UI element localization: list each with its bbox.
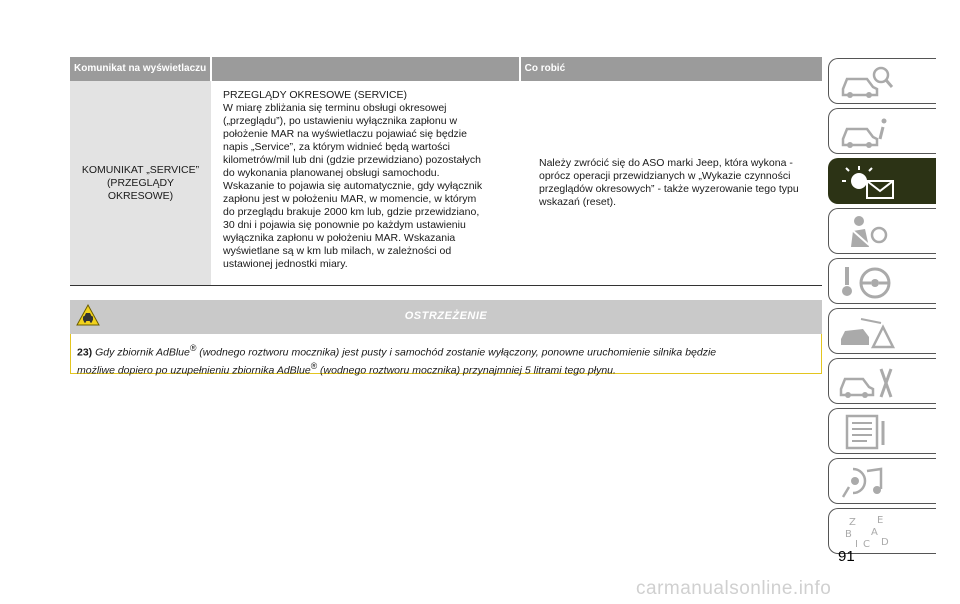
warning-title: OSTRZEŻENIE [404, 310, 488, 322]
svg-text:C: C [863, 539, 870, 550]
key-steering-wheel-icon [837, 263, 897, 301]
action-text: Należy zwrócić się do ASO marki Jeep, która wykona - oprócz operacji przewidzianych w „Wykazie czynności przeglądów okresowych” - także wyzerowanie tego typu wskazań (reset). [539, 157, 799, 208]
multimedia-icon [837, 463, 897, 501]
svg-text:I: I [855, 539, 858, 550]
svg-text:B: B [845, 529, 852, 540]
car-info-icon [837, 113, 897, 151]
tab-emergency[interactable] [828, 308, 936, 354]
warning-text-a: Gdy zbiornik AdBlue [95, 346, 190, 359]
alphabet-index-icon [837, 513, 897, 551]
message-text: KOMUNIKAT „SERVICE” (PRZEGLĄDY OKRESOWE) [81, 163, 200, 202]
warning-body [70, 334, 822, 374]
car-breakdown-icon [837, 313, 897, 351]
registered-mark: ® [310, 360, 318, 371]
tab-warning-lights[interactable] [828, 158, 936, 204]
table-header [70, 57, 822, 81]
watermark: carmanualsonline.info [636, 578, 832, 599]
registered-mark: ® [189, 343, 197, 353]
car-search-icon [837, 63, 897, 101]
tab-maintenance[interactable] [828, 358, 936, 404]
tab-car-info[interactable] [828, 108, 936, 154]
table-row [70, 81, 822, 286]
tab-technical-data[interactable] [828, 408, 936, 454]
action-cell [521, 81, 822, 285]
warning-number: 23) [77, 346, 93, 359]
column-header-action: Co robić [521, 57, 822, 81]
tab-starting-driving[interactable] [828, 258, 936, 304]
svg-text:Z: Z [849, 517, 856, 528]
description-text: PRZEGLĄDY OKRESOWE (SERVICE) W miarę zbliżania się terminu obsługi okresowej („przeglądu”), po ustawieniu wyłącznika zapłonu w położenie MAR na wyświetlaczu pojawiać się będzie napis „Service”, za którym widnieć będą wartości kilometrów/mil lub dni (gdzie przewidziano) pozostałych do wykonania planowanej obsługi samochodu. Wskazanie to pojawia się automatycznie, gdy wyłącznik zapłonu jest w położeniu MAR, w momencie, w którym do przeglądu brakuje 2000 km lub, gdzie przewidziano, 30 dni i pojawia się ponownie po każdym ustawieniu wyłącznika zapłonu w położeniu MAR. Wskazania wyświetlane są w km lub milach, w zależności od ustawionej jednostki miary. [223, 89, 483, 270]
warning-text-c: możliwe dopiero po uzupełnieniu zbiornika AdBlue [77, 364, 311, 376]
svg-text:A: A [871, 527, 878, 538]
warning-header [70, 300, 822, 334]
spec-sheet-icon [837, 413, 897, 451]
seatbelt-airbag-icon [837, 213, 897, 251]
column-header-message: Komunikat na wyświetlaczu [70, 57, 210, 81]
tab-safety[interactable] [828, 208, 936, 254]
warning-text-b: (wodnego roztworu mocznika) jest pusty i samochód zostanie wyłączony, ponowne uruchomienie silnika będzie [196, 346, 717, 359]
svg-text:E: E [877, 515, 884, 526]
tab-car-search[interactable] [828, 58, 936, 104]
message-cell [70, 81, 211, 285]
car-tools-icon [837, 363, 897, 401]
column-header-description [212, 57, 518, 81]
warning-text-d: (wodnego roztworu mocznika) przynajmniej 5 litrami tego płynu. [317, 364, 616, 376]
warning-light-message-icon [837, 163, 897, 201]
svg-text:D: D [881, 537, 889, 548]
tab-multimedia[interactable] [828, 458, 936, 504]
page-number: 91 [838, 548, 855, 565]
description-cell [211, 81, 521, 285]
